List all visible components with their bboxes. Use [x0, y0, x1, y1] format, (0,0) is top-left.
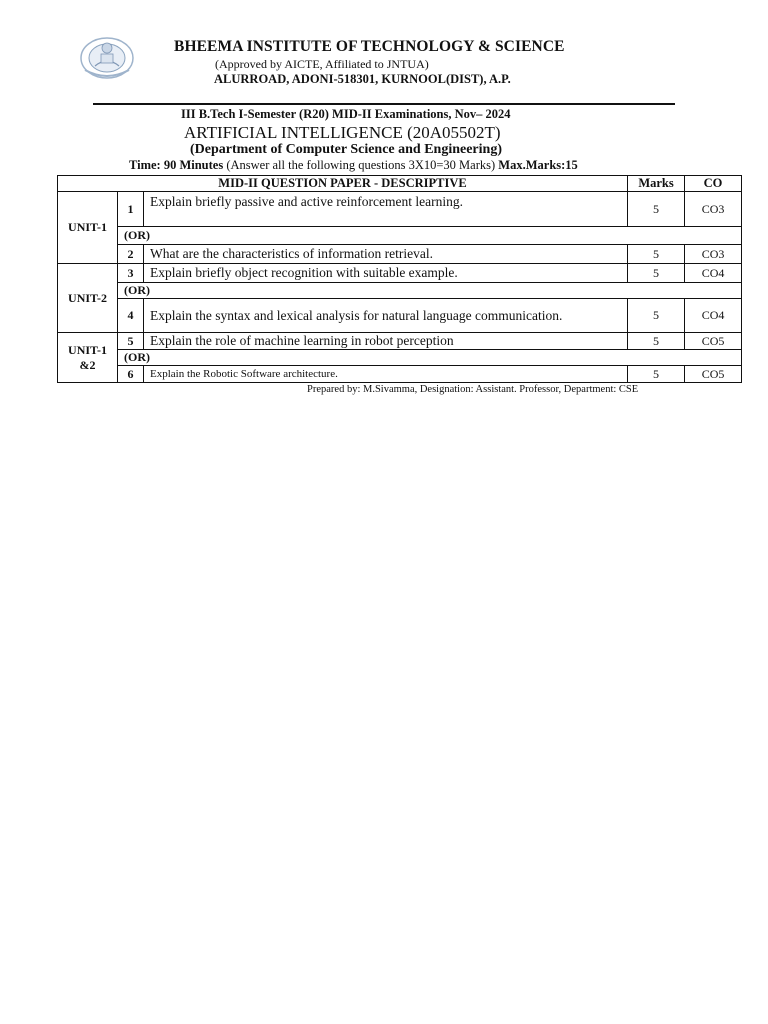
- question-co: CO4: [685, 299, 742, 333]
- marks-header: Marks: [628, 176, 685, 192]
- max-marks: Max.Marks:15: [498, 158, 578, 172]
- institute-name: BHEEMA INSTITUTE OF TECHNOLOGY & SCIENCE: [174, 38, 565, 55]
- or-row: [58, 350, 742, 366]
- header-divider: [93, 103, 675, 105]
- question-co: CO3: [685, 245, 742, 264]
- question-text: Explain the Robotic Software architecture.: [144, 366, 628, 383]
- question-number: 5: [118, 333, 144, 350]
- table-row: [58, 299, 742, 333]
- exam-title: III B.Tech I-Semester (R20) MID-II Examinations, Nov– 2024: [181, 107, 511, 121]
- table-row: [58, 245, 742, 264]
- question-number: 1: [118, 192, 144, 227]
- table-row: [58, 366, 742, 383]
- or-label: (OR): [118, 350, 742, 366]
- question-marks: 5: [628, 192, 685, 227]
- question-co: CO5: [685, 333, 742, 350]
- or-row: [58, 283, 742, 299]
- unit-label-text: UNIT-1&2: [68, 342, 107, 372]
- question-text: Explain the role of machine learning in robot perception: [144, 333, 628, 350]
- time-label: Time: 90 Minutes: [129, 158, 224, 172]
- or-row: [58, 227, 742, 245]
- question-marks: 5: [628, 245, 685, 264]
- question-marks: 5: [628, 333, 685, 350]
- college-emblem-icon: [79, 36, 135, 80]
- institute-address: ALURROAD, ADONI-518301, KURNOOL(DIST), A.P.: [214, 72, 511, 86]
- table-row: [58, 192, 742, 227]
- or-label: (OR): [118, 283, 742, 299]
- question-text: What are the characteristics of information retrieval.: [144, 245, 628, 264]
- question-number: 2: [118, 245, 144, 264]
- unit-label: [58, 333, 118, 383]
- time-and-marks-line: [129, 158, 578, 173]
- question-table: [57, 175, 742, 383]
- question-text: Explain briefly object recognition with suitable example.: [144, 264, 628, 283]
- prepared-by-note: Prepared by: M.Sivamma, Designation: Assistant. Professor, Department: CSE: [307, 384, 639, 395]
- question-number: 3: [118, 264, 144, 283]
- table-heading: MID-II QUESTION PAPER - DESCRIPTIVE: [58, 176, 628, 192]
- question-co: CO4: [685, 264, 742, 283]
- question-text: Explain the syntax and lexical analysis for natural language communication.: [144, 299, 628, 333]
- department-name: (Department of Computer Science and Engineering): [190, 142, 502, 157]
- subject-title: ARTIFICIAL INTELLIGENCE (20A05502T): [184, 123, 501, 142]
- question-co: CO5: [685, 366, 742, 383]
- question-marks: 5: [628, 366, 685, 383]
- co-header: CO: [685, 176, 742, 192]
- question-number: 6: [118, 366, 144, 383]
- unit-label: UNIT-2: [58, 264, 118, 333]
- question-number: 4: [118, 299, 144, 333]
- approval-note: (Approved by AICTE, Affiliated to JNTUA): [215, 57, 429, 71]
- table-row: [58, 264, 742, 283]
- or-label: (OR): [118, 227, 742, 245]
- table-row: [58, 333, 742, 350]
- question-co: CO3: [685, 192, 742, 227]
- unit-label: UNIT-1: [58, 192, 118, 264]
- question-marks: 5: [628, 299, 685, 333]
- question-text: Explain briefly passive and active reinforcement learning.: [144, 192, 628, 227]
- question-marks: 5: [628, 264, 685, 283]
- table-header-row: [58, 176, 742, 192]
- instruction-text: (Answer all the following questions 3X10=30 Marks): [226, 158, 496, 172]
